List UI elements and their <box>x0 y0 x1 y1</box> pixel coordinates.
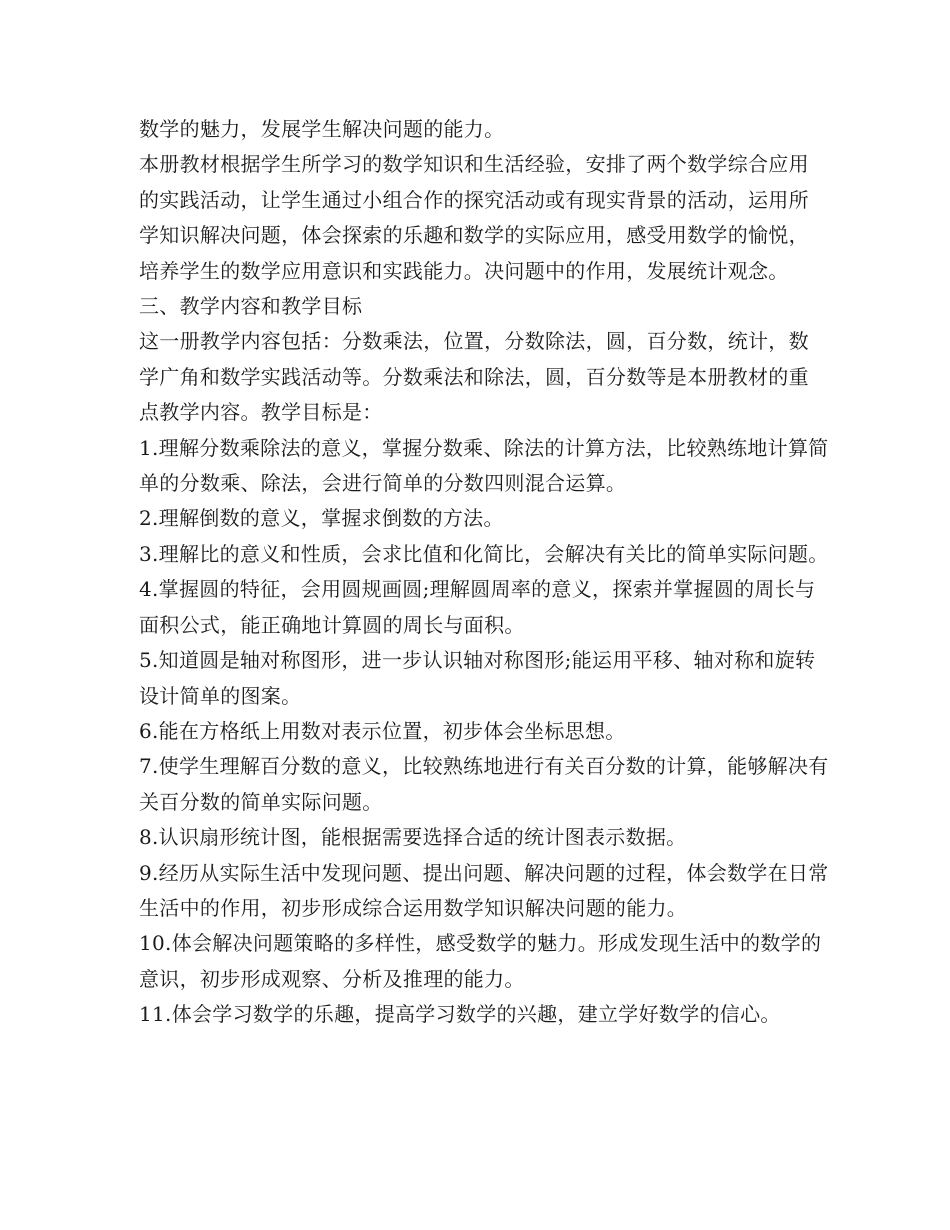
document-page <box>139 112 829 1033</box>
goal-item-10: 10.体会解决问题策略的多样性，感受数学的魅力。形成发现生活中的数学的意识，初步形成观察、分析及推理的能力。 <box>139 931 822 991</box>
goal-item-1: 1.理解分数乘除法的意义，掌握分数乘、除法的计算方法，比较熟练地计算简单的分数乘、除法，会进行简单的分数四则混合运算。 <box>139 435 829 496</box>
goal-item-8: 8.认识扇形统计图，能根据需要选择合适的统计图表示数据。 <box>139 825 687 850</box>
goal-item-5: 5.知道圆是轴对称图形，进一步认识轴对称图形;能运用平移、轴对称和旋转设计简单的图案。 <box>139 648 816 708</box>
paragraph-practice-activities: 本册教材根据学生所学习的数学知识和生活经验，安排了两个数学综合应用的实践活动，让学生通过小组合作的探究活动或有现实背景的活动，运用所学知识解决问题，体会探索的乐趣和数学的实际应用，感受用数学的愉悦，培养学生的数学应用意识和实践能力。决问题中的作用，发展统计观念。 <box>139 152 809 283</box>
goal-item-9: 9.经历从实际生活中发现问题、提出问题、解决问题的过程，体会数学在日常生活中的作用，初步形成综合运用数学知识解决问题的能力。 <box>139 860 829 920</box>
paragraph-teaching-content: 这一册教学内容包括：分数乘法，位置，分数除法，圆，百分数，统计，数学广角和数学实践活动等。分数乘法和除法，圆，百分数等是本册教材的重点教学内容。教学目标是： <box>139 329 809 425</box>
goal-item-4: 4.掌握圆的特征，会用圆规画圆;理解圆周率的意义，探索并掌握圆的周长与面积公式，能正确地计算圆的周长与面积。 <box>139 577 816 637</box>
goal-item-3: 3.理解比的意义和性质，会求比值和化简比，会解决有关比的简单实际问题。 <box>139 541 829 566</box>
goal-item-11: 11.体会学习数学的乐趣，提高学习数学的兴趣，建立学好数学的信心。 <box>139 1002 781 1027</box>
goal-item-6: 6.能在方格纸上用数对表示位置，初步体会坐标思想。 <box>139 718 626 743</box>
paragraph-continuation: 数学的魅力，发展学生解决问题的能力。 <box>139 117 505 141</box>
goal-item-7: 7.使学生理解百分数的意义，比较熟练地进行有关百分数的计算，能够解决有关百分数的简单实际问题。 <box>139 754 829 814</box>
section-heading: 三、教学内容和教学目标 <box>139 294 363 319</box>
goal-item-2: 2.理解倒数的意义，掌握求倒数的方法。 <box>139 506 504 531</box>
